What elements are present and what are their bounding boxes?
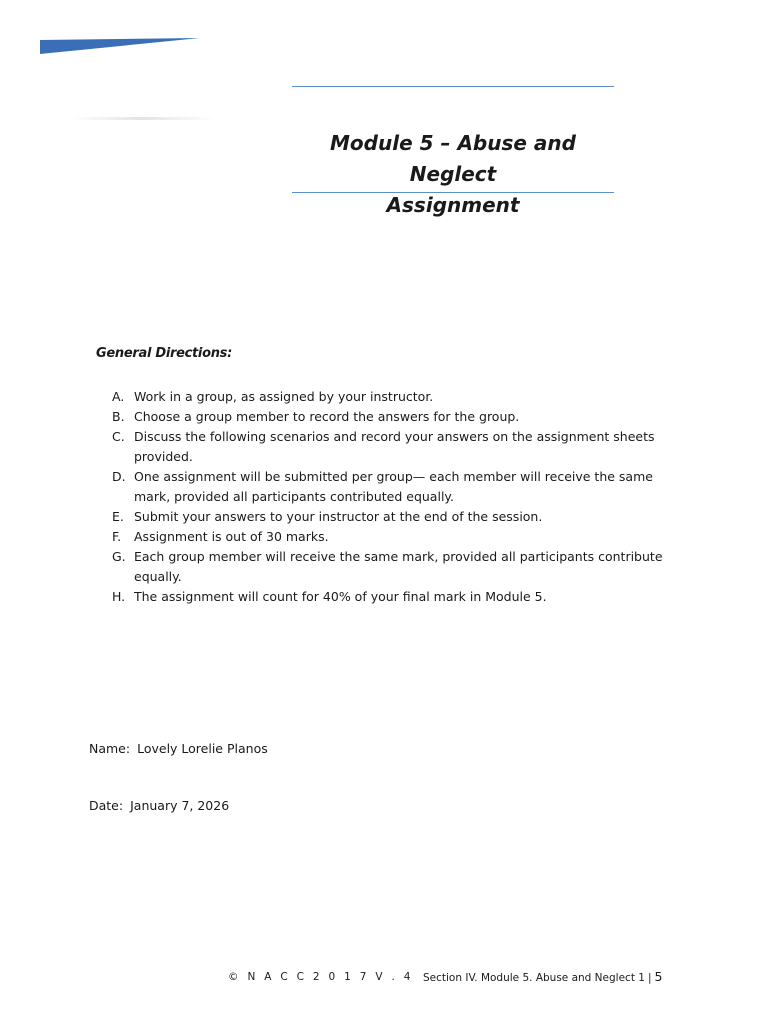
document-title-line-2: Assignment [386, 193, 520, 217]
footer-section-info [423, 969, 662, 986]
direction-marker: E. [112, 509, 124, 524]
direction-item [108, 547, 668, 587]
direction-item [108, 527, 668, 547]
footer-copyright: © N A C C 2 0 1 7 V . 4 [228, 971, 414, 983]
faint-header-mark [70, 117, 215, 120]
footer-section-text: Section IV. Module 5. Abuse and Neglect 1 [423, 972, 645, 984]
document-title-line-1: Module 5 – Abuse and Neglect [330, 131, 576, 186]
direction-marker: D. [112, 469, 126, 484]
direction-item [108, 467, 668, 507]
direction-marker: G. [112, 549, 126, 564]
title-top-rule [292, 86, 614, 87]
direction-text: One assignment will be submitted per group— each member will receive the same mark, provided all participants contributed equally. [134, 469, 653, 504]
date-label: Date: [89, 798, 124, 813]
date-field [89, 796, 229, 816]
direction-marker: F. [112, 529, 122, 544]
direction-item [108, 427, 668, 467]
page-number: 5 [654, 969, 663, 984]
direction-text: The assignment will count for 40% of your final mark in Module 5. [134, 589, 547, 604]
direction-text: Submit your answers to your instructor at the end of the session. [134, 509, 543, 524]
title-bottom-rule [292, 192, 614, 193]
date-value: January 7, 2026 [130, 798, 230, 813]
direction-text: Discuss the following scenarios and record your answers on the assignment sheets provided. [134, 429, 655, 464]
direction-marker: C. [112, 429, 125, 444]
direction-marker: B. [112, 409, 125, 424]
direction-marker: A. [112, 389, 125, 404]
document-title [292, 128, 614, 221]
direction-text: Work in a group, as assigned by your instructor. [134, 389, 434, 404]
direction-marker: H. [112, 589, 126, 604]
directions-list [108, 387, 668, 607]
name-label: Name: [89, 741, 131, 756]
direction-item [108, 387, 668, 407]
direction-text: Each group member will receive the same mark, provided all participants contribute equally. [134, 549, 663, 584]
name-value: Lovely Lorelie Planos [137, 741, 268, 756]
direction-item [108, 507, 668, 527]
direction-text: Choose a group member to record the answers for the group. [134, 409, 520, 424]
direction-text: Assignment is out of 30 marks. [134, 529, 329, 544]
direction-item [108, 407, 668, 427]
name-field [89, 739, 268, 759]
footer-separator: | [647, 972, 652, 984]
header-accent-shape [40, 38, 200, 54]
direction-item [108, 587, 668, 607]
directions-heading: General Directions: [96, 346, 232, 361]
